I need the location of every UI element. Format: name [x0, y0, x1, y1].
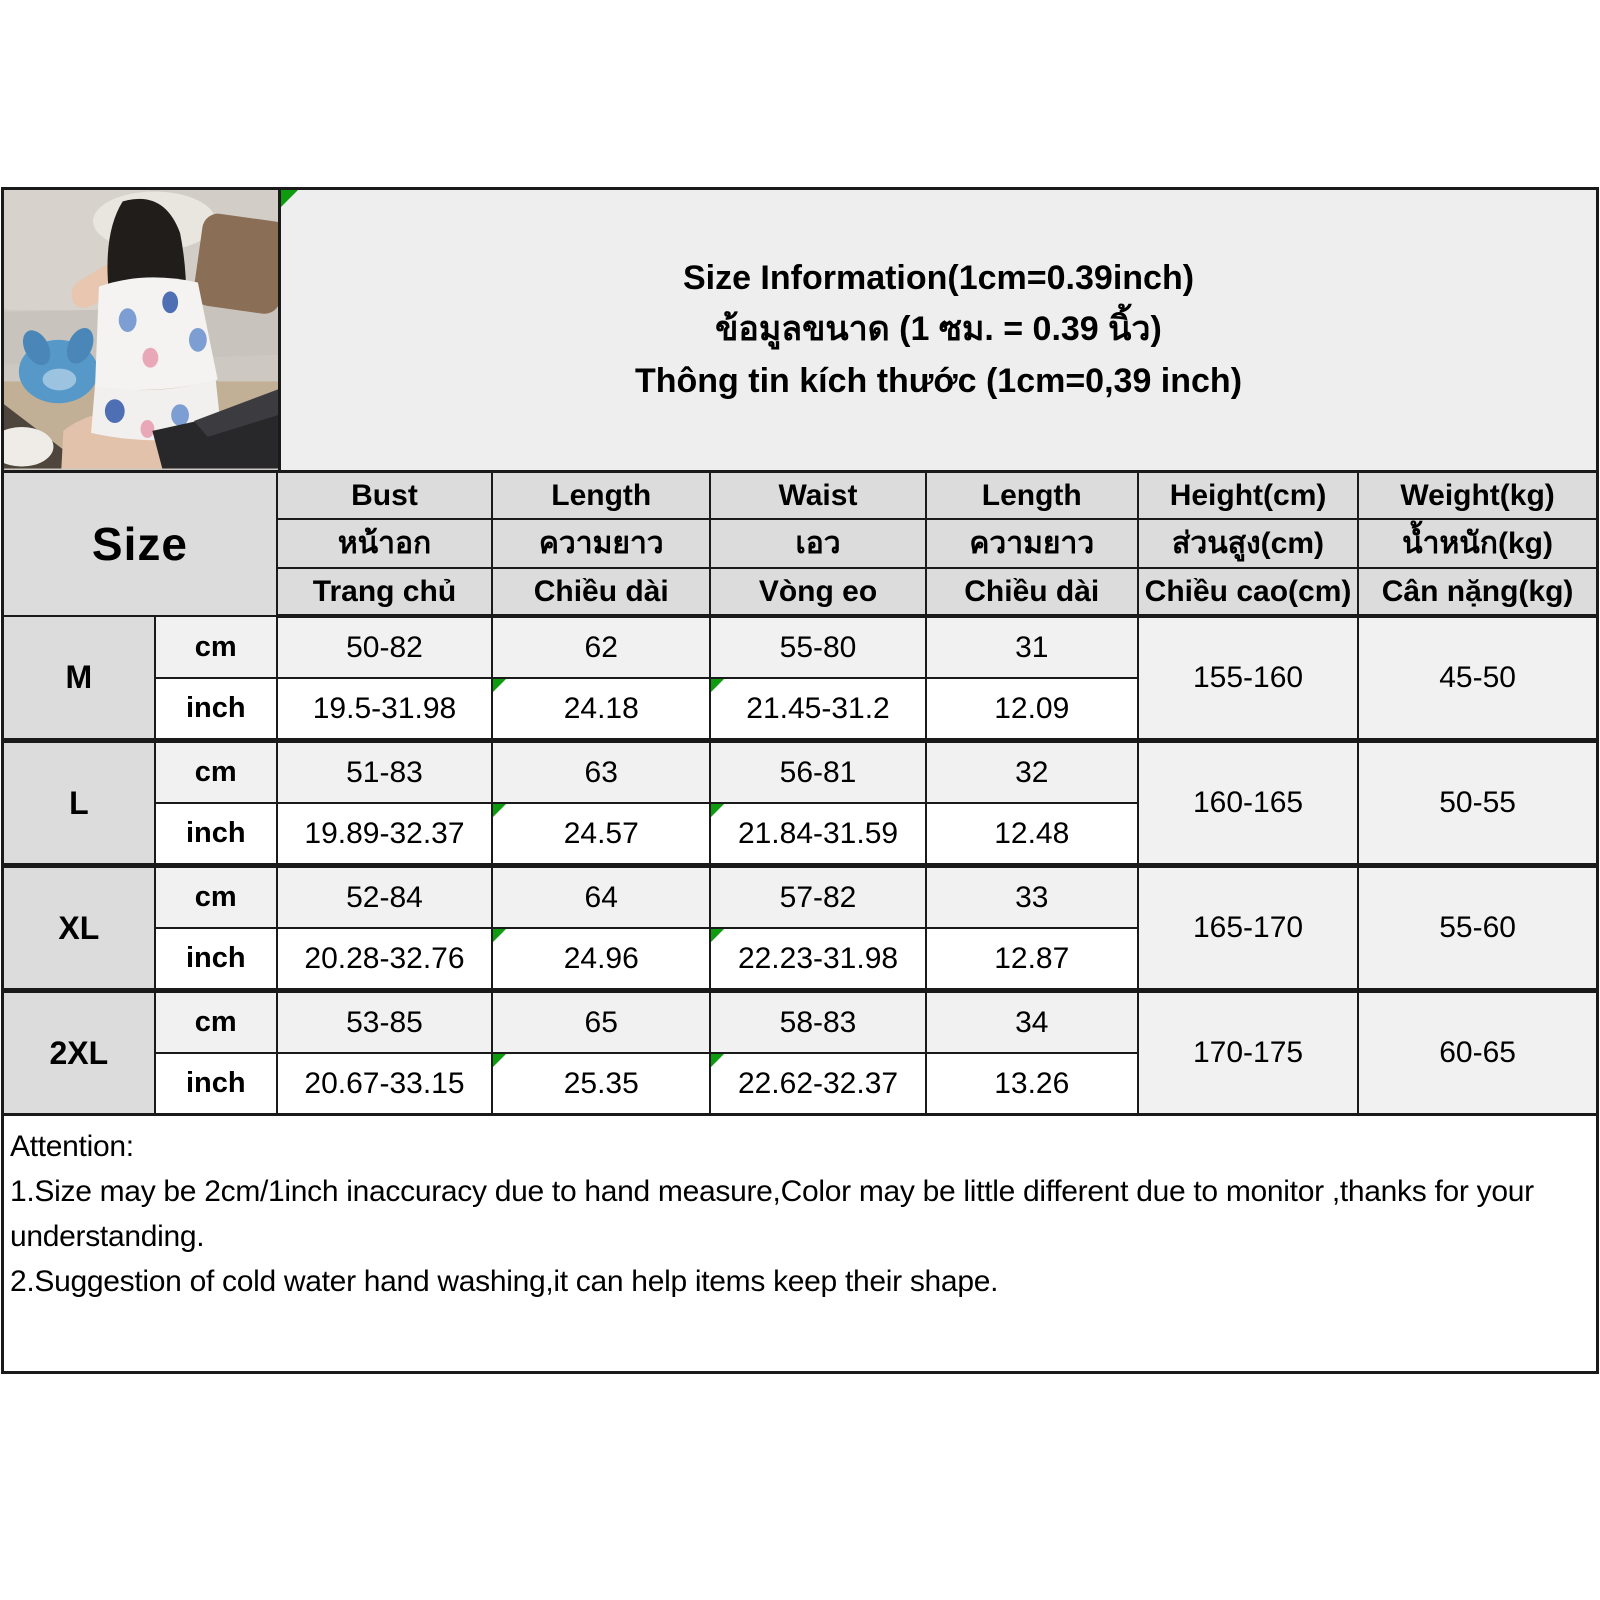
cell-value: 24.18 — [563, 691, 639, 725]
col-header-length2-en: Length — [926, 472, 1138, 520]
attention-box — [1, 1113, 1599, 1374]
unit-inch: inch — [155, 678, 277, 741]
cell-m-waist-cm: 55-80 — [710, 616, 925, 678]
cell-m-length2-cm: 31 — [926, 616, 1138, 678]
col-header-length-en: Length — [492, 472, 710, 520]
unit-cm: cm — [155, 866, 277, 929]
size-corner-header: Size — [3, 472, 277, 617]
cell-2xl-weight: 60-65 — [1358, 991, 1597, 1115]
title-vi: Thông tin kích thước (1cm=0,39 inch) — [634, 361, 1243, 400]
unit-cm: cm — [155, 616, 277, 678]
cell-m-bust-cm: 50-82 — [277, 616, 492, 678]
cell-2xl-waist-inch — [710, 1053, 925, 1115]
cell-2xl-length2-inch: 13.26 — [926, 1053, 1138, 1115]
excel-flag-icon — [493, 679, 506, 692]
cell-m-weight: 45-50 — [1358, 616, 1597, 741]
cell-xl-height: 165-170 — [1138, 866, 1358, 991]
size-chart — [1, 187, 1599, 1374]
unit-cm: cm — [155, 991, 277, 1054]
excel-flag-icon — [711, 679, 724, 692]
excel-flag-icon — [493, 804, 506, 817]
excel-flag-icon — [281, 190, 298, 207]
top-row — [1, 187, 1599, 470]
cell-l-length2-inch: 12.48 — [926, 803, 1138, 866]
cell-l-length-inch — [492, 803, 710, 866]
size-info-title-box — [281, 190, 1596, 470]
col-header-length-th: ความยาว — [492, 519, 710, 568]
excel-flag-icon — [711, 929, 724, 942]
cell-value: 24.57 — [563, 816, 639, 850]
cell-xl-weight: 55-60 — [1358, 866, 1597, 991]
col-header-bust-en: Bust — [277, 472, 492, 520]
cell-xl-bust-cm: 52-84 — [277, 866, 492, 929]
unit-cm: cm — [155, 741, 277, 804]
col-header-weight-en: Weight(kg) — [1358, 472, 1597, 520]
product-photo — [4, 190, 281, 470]
cell-xl-length2-cm: 33 — [926, 866, 1138, 929]
col-header-height-en: Height(cm) — [1138, 472, 1358, 520]
cell-m-length-inch — [492, 678, 710, 741]
cell-2xl-height: 170-175 — [1138, 991, 1358, 1115]
pajama-model-illustration — [4, 190, 278, 470]
col-header-bust-th: หน้าอก — [277, 519, 492, 568]
cell-m-height: 155-160 — [1138, 616, 1358, 741]
cell-xl-length-inch — [492, 928, 710, 991]
col-header-height-vi: Chiều cao(cm) — [1138, 568, 1358, 616]
cell-value: 22.23-31.98 — [737, 941, 899, 975]
cell-l-length-cm: 63 — [492, 741, 710, 804]
col-header-length2-vi: Chiều dài — [926, 568, 1138, 616]
attention-heading: Attention: — [10, 1130, 134, 1163]
cell-2xl-length-inch — [492, 1053, 710, 1115]
col-header-waist-en: Waist — [710, 472, 925, 520]
size-label-m: M — [3, 616, 155, 741]
cell-xl-length-cm: 64 — [492, 866, 710, 929]
cell-xl-waist-inch — [710, 928, 925, 991]
attention-note-2: 2.Suggestion of cold water hand washing,it can help items keep their shape. — [10, 1265, 999, 1298]
cell-l-bust-inch: 19.89-32.37 — [277, 803, 492, 866]
title-en: Size Information(1cm=0.39inch) — [682, 258, 1195, 297]
size-label-l: L — [3, 741, 155, 866]
cell-value: 21.84-31.59 — [737, 816, 899, 850]
cell-l-waist-cm: 56-81 — [710, 741, 925, 804]
cell-xl-waist-cm: 57-82 — [710, 866, 925, 929]
cell-value: 22.62-32.37 — [737, 1066, 899, 1100]
cell-2xl-length-cm: 65 — [492, 991, 710, 1054]
excel-flag-icon — [711, 1054, 724, 1067]
cell-l-weight: 50-55 — [1358, 741, 1597, 866]
size-table — [1, 470, 1599, 1116]
excel-flag-icon — [493, 929, 506, 942]
title-th: ข้อมูลขนาด (1 ซม. = 0.39 นิ้ว) — [715, 310, 1162, 349]
cell-l-length2-cm: 32 — [926, 741, 1138, 804]
cell-xl-bust-inch: 20.28-32.76 — [277, 928, 492, 991]
excel-flag-icon — [711, 804, 724, 817]
col-header-length-vi: Chiều dài — [492, 568, 710, 616]
unit-inch: inch — [155, 928, 277, 991]
cell-2xl-length2-cm: 34 — [926, 991, 1138, 1054]
cell-m-length-cm: 62 — [492, 616, 710, 678]
excel-flag-icon — [493, 1054, 506, 1067]
col-header-bust-vi: Trang chủ — [277, 568, 492, 616]
unit-inch: inch — [155, 1053, 277, 1115]
cell-value: 24.96 — [563, 941, 639, 975]
size-label-xl: XL — [3, 866, 155, 991]
cell-xl-length2-inch: 12.87 — [926, 928, 1138, 991]
col-header-length2-th: ความยาว — [926, 519, 1138, 568]
attention-note-1: 1.Size may be 2cm/1inch inaccuracy due to hand measure,Color may be little different due to monitor ,thanks for your understanding. — [10, 1175, 1534, 1253]
col-header-weight-vi: Cân nặng(kg) — [1358, 568, 1597, 616]
cell-value: 21.45-31.2 — [746, 691, 890, 725]
col-header-weight-th: น้ำหนัก(kg) — [1358, 519, 1597, 568]
cell-m-length2-inch: 12.09 — [926, 678, 1138, 741]
cell-value: 25.35 — [563, 1066, 639, 1100]
col-header-waist-th: เอว — [710, 519, 925, 568]
cell-m-bust-inch: 19.5-31.98 — [277, 678, 492, 741]
cell-2xl-waist-cm: 58-83 — [710, 991, 925, 1054]
size-label-2xl: 2XL — [3, 991, 155, 1115]
cell-l-bust-cm: 51-83 — [277, 741, 492, 804]
unit-inch: inch — [155, 803, 277, 866]
cell-l-height: 160-165 — [1138, 741, 1358, 866]
cell-m-waist-inch — [710, 678, 925, 741]
cell-2xl-bust-cm: 53-85 — [277, 991, 492, 1054]
col-header-waist-vi: Vòng eo — [710, 568, 925, 616]
cell-2xl-bust-inch: 20.67-33.15 — [277, 1053, 492, 1115]
cell-l-waist-inch — [710, 803, 925, 866]
col-header-height-th: ส่วนสูง(cm) — [1138, 519, 1358, 568]
